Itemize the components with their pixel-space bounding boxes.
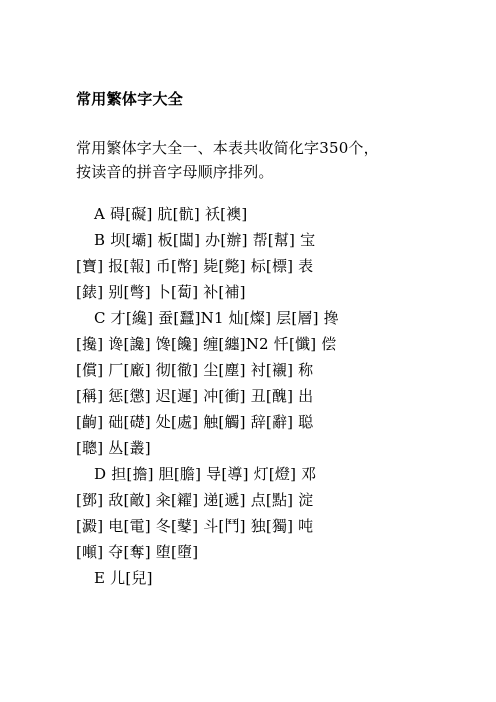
list-line: [攙] 谗[讒] 馋[饞] 缠[纏]N2 忏[懺] 偿 (76, 335, 337, 353)
list-line: [鄧] 敌[敵] 籴[糴] 递[遞] 点[點] 淀 (76, 491, 314, 509)
list-line: B 坝[壩] 板[闆] 办[辦] 帮[幫] 宝 (94, 231, 316, 249)
document-title: 常用繁体字大全 (76, 90, 184, 108)
list-line: C 才[纔] 蚕[蠶]N1 灿[燦] 层[層] 搀 (94, 309, 339, 327)
list-line: [償] 厂[廠] 彻[徹] 尘[塵] 衬[襯] 称 (76, 361, 314, 379)
list-line: D 担[擔] 胆[膽] 导[導] 灯[燈] 邓 (94, 465, 317, 483)
list-line: A 碍[礙] 肮[骯] 袄[襖] (94, 205, 248, 223)
document-page (76, 88, 426, 591)
list-line: [聰] 丛[叢] (76, 439, 151, 457)
character-list (76, 201, 426, 591)
list-line: [齣] 础[礎] 处[處] 触[觸] 辞[辭] 聪 (76, 413, 314, 431)
intro-line: 常用繁体字大全一、本表共收简化字350个， (76, 139, 379, 157)
list-line: [稱] 惩[懲] 迟[遲] 冲[衝] 丑[醜] 出 (76, 387, 314, 405)
intro-line: 按读音的拼音字母顺序排列。 (76, 163, 274, 181)
list-line: E 儿[兒] (94, 569, 153, 587)
list-line: [錶] 别[彆] 卜[蔔] 补[補] (76, 283, 246, 301)
list-line: [噸] 夺[奪] 堕[墮] (76, 543, 199, 561)
intro-paragraph (76, 136, 426, 184)
list-line: [寶] 报[報] 币[幣] 毙[斃] 标[標] 表 (76, 257, 314, 275)
list-line: [澱] 电[電] 冬[鼕] 斗[鬥] 独[獨] 吨 (76, 517, 314, 535)
